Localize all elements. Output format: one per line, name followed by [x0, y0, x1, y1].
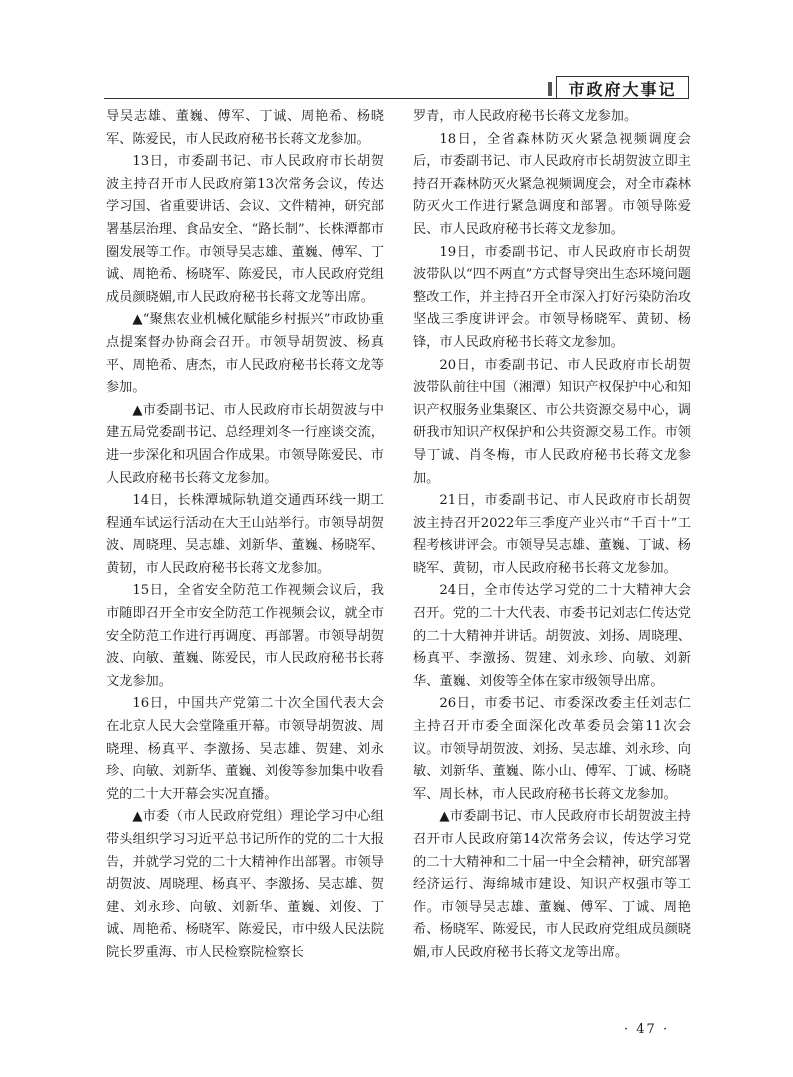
paragraph: 15日，全省安全防范工作视频会议后，我市随即召开全市安全防范工作视频会议，就全市安全防范工作进行再调度、再部署。市领导胡贺波、向敏、董巍、陈爱民，市人民政府秘书长蒋文龙参加。 [106, 583, 384, 689]
page-number: · 47 · [624, 1022, 670, 1037]
paragraph: 导吴志雄、董巍、傅军、丁诚、周艳希、杨晓军、陈爱民，市人民政府秘书长蒋文龙参加。 [106, 109, 384, 147]
right-column [413, 106, 691, 965]
paragraph: 19日，市委副书记、市人民政府市长胡贺波带队以“四不两直”方式督导突出生态环境问题整改工作，并主持召开全市深入打好污染防治攻坚战三季度讲评会。市领导杨晓军、黄韧、杨锋，市人民政府秘书长蒋文龙参加。 [413, 244, 691, 350]
paragraph: ▲市委（市人民政府党组）理论学习中心组带头组织学习习近平总书记所作的党的二十大报告，并就学习党的二十大精神作出部署。市领导胡贺波、周晓理、杨真平、李激扬、吴志雄、贺建、刘永珍、向敏、刘新华、董巍、刘俊、丁诚、周艳希、杨晓军、陈爱民，市中级人民法院院长罗重海、市人民检察院检察长 [106, 809, 384, 960]
paragraph: 罗青，市人民政府秘书长蒋文龙参加。 [413, 109, 638, 124]
paragraph: 16日，中国共产党第二十次全国代表大会在北京人民大会堂隆重开幕。市领导胡贺波、周晓理、杨真平、李激扬、吴志雄、贺建、刘永珍、向敏、刘新华、董巍、刘俊等参加集中收看党的二十大开幕会实况直播。 [106, 696, 384, 802]
section-title: 市政府大事记 [568, 79, 677, 99]
paragraph: 18日，全省森林防灭火紧急视频调度会后，市委副书记、市人民政府市长胡贺波立即主持召开森林防灭火紧急视频调度会，对全市森林防灭火工作进行紧急调度和部署。市领导陈爱民、市人民政府秘书长蒋文龙参加。 [413, 131, 691, 237]
left-column [106, 106, 384, 965]
paragraph: ▲市委副书记、市人民政府市长胡贺波主持召开市人民政府第14次常务会议，传达学习党的二十大精神和二十届一中全会精神，研究部署经济运行、海绵城市建设、知识产权强市等工作。市领导吴志雄、董巍、傅军、丁诚、周艳希、杨晓军、陈爱民，市人民政府党组成员颜晓媚,市人民政府秘书长蒋文龙等出席。 [413, 809, 691, 960]
paragraph: 24日，全市传达学习党的二十大精神大会召开。党的二十大代表、市委书记刘志仁传达党的二十大精神并讲话。胡贺波、刘扬、周晓理、杨真平、李激扬、贺建、刘永珍、向敏、刘新华、董巍、刘俊等全体在家市级领导出席。 [413, 583, 691, 689]
paragraph: 13日，市委副书记、市人民政府市长胡贺波主持召开市人民政府第13次常务会议，传达学习国、省重要讲话、会议、文件精神，研究部署基层治理、食品安全、“路长制”、长株潭都市圈发展等工作。市领导吴志雄、董巍、傅军、丁诚、周艳希、杨晓军、陈爱民，市人民政府党组成员颜晓媚,市人民政府秘书长蒋文龙等出席。 [106, 154, 384, 305]
paragraph: 21日，市委副书记、市人民政府市长胡贺波主持召开2022年三季度产业兴市“千百十”工程考核讲评会。市领导吴志雄、董巍、丁诚、杨晓军、黄韧，市人民政府秘书长蒋文龙参加。 [413, 493, 691, 576]
paragraph: ▲“聚焦农业机械化赋能乡村振兴”市政协重点提案督办协商会召开。市领导胡贺波、杨真平、周艳希、唐杰，市人民政府秘书长蒋文龙等参加。 [106, 312, 384, 396]
section-tag [556, 76, 689, 99]
paragraph: 26日，市委书记、市委深改委主任刘志仁主持召开市委全面深化改革委员会第11次会议。市领导胡贺波、刘扬、吴志雄、刘永珍、向敏、刘新华、董巍、陈小山、傅军、丁诚、杨晓军、周长林，市人民政府秘书长蒋文龙参加。 [413, 696, 691, 802]
paragraph: 20日，市委副书记、市人民政府市长胡贺波带队前往中国（湘潭）知识产权保护中心和知识产权服务业集聚区、市公共资源交易中心，调研我市知识产权保护和公共资源交易工作。市领导丁诚、肖冬梅，市人民政府秘书长蒋文龙参加。 [413, 357, 691, 486]
paragraph: ▲市委副书记、市人民政府市长胡贺波与中建五局党委副书记、总经理刘冬一行座谈交流，进一步深化和巩固合作成果。市领导陈爱民、市人民政府秘书长蒋文龙参加。 [106, 402, 384, 486]
paragraph: 14日，长株潭城际轨道交通西环线一期工程通车试运行活动在大王山站举行。市领导胡贺波、周晓理、吴志雄、刘新华、董巍、杨晓军、黄韧，市人民政府秘书长蒋文龙参加。 [106, 493, 384, 576]
